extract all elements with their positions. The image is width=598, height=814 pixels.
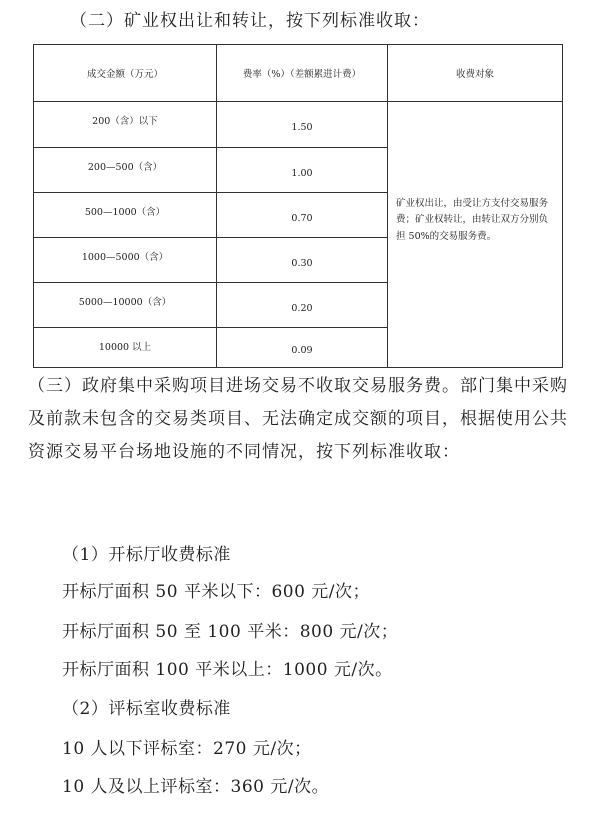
fee-line: 开标厅面积 100 平米以上：1000 元/次。 [62,660,393,680]
fee-target-note: 矿业权出让，由受让方支付交易服务费；矿业权转让，由转让双方分别负担 50%的交易服务费。 [388,102,563,368]
fee-table [33,44,563,368]
table-header-row [34,45,563,102]
amount-cell: 5000—10000（含） [34,283,217,328]
subheading-bid-opening-hall: （1）开标厅收费标准 [62,545,231,565]
header-target: 收费对象 [388,45,563,102]
rate-cell: 1.50 [217,102,388,148]
fee-line: 开标厅面积 50 平米以下：600 元/次； [62,582,371,602]
amount-cell: 200—500（含） [34,148,217,193]
amount-cell: 10000 以上 [34,328,217,368]
fee-line: 开标厅面积 50 至 100 平米：800 元/次； [62,622,399,642]
rate-cell: 0.30 [217,238,388,283]
table-row [34,102,563,148]
fee-line: 10 人及以上评标室：360 元/次。 [62,777,330,797]
body-paragraph: （三）政府集中采购项目进场交易不收取交易服务费。部门集中采购及前款未包含的交易类项目、无法确定成交额的项目，根据使用公共资源交易平台场地设施的不同情况，按下列标准收取： [28,376,568,462]
amount-cell: 200（含）以下 [34,102,217,148]
header-rate: 费率（%）（差额累进计费） [217,45,388,102]
section-heading: （二）矿业权出让和转让，按下列标准收取： [70,11,430,31]
amount-cell: 1000—5000（含） [34,238,217,283]
rate-cell: 0.09 [217,328,388,368]
rate-cell: 0.20 [217,283,388,328]
subheading-evaluation-room: （2）评标室收费标准 [62,699,231,719]
fee-line: 10 人以下评标室：270 元/次； [62,739,312,759]
rate-cell: 1.00 [217,148,388,193]
rate-cell: 0.70 [217,193,388,238]
header-amount: 成交金额（万元） [34,45,217,102]
amount-cell: 500—1000（含） [34,193,217,238]
